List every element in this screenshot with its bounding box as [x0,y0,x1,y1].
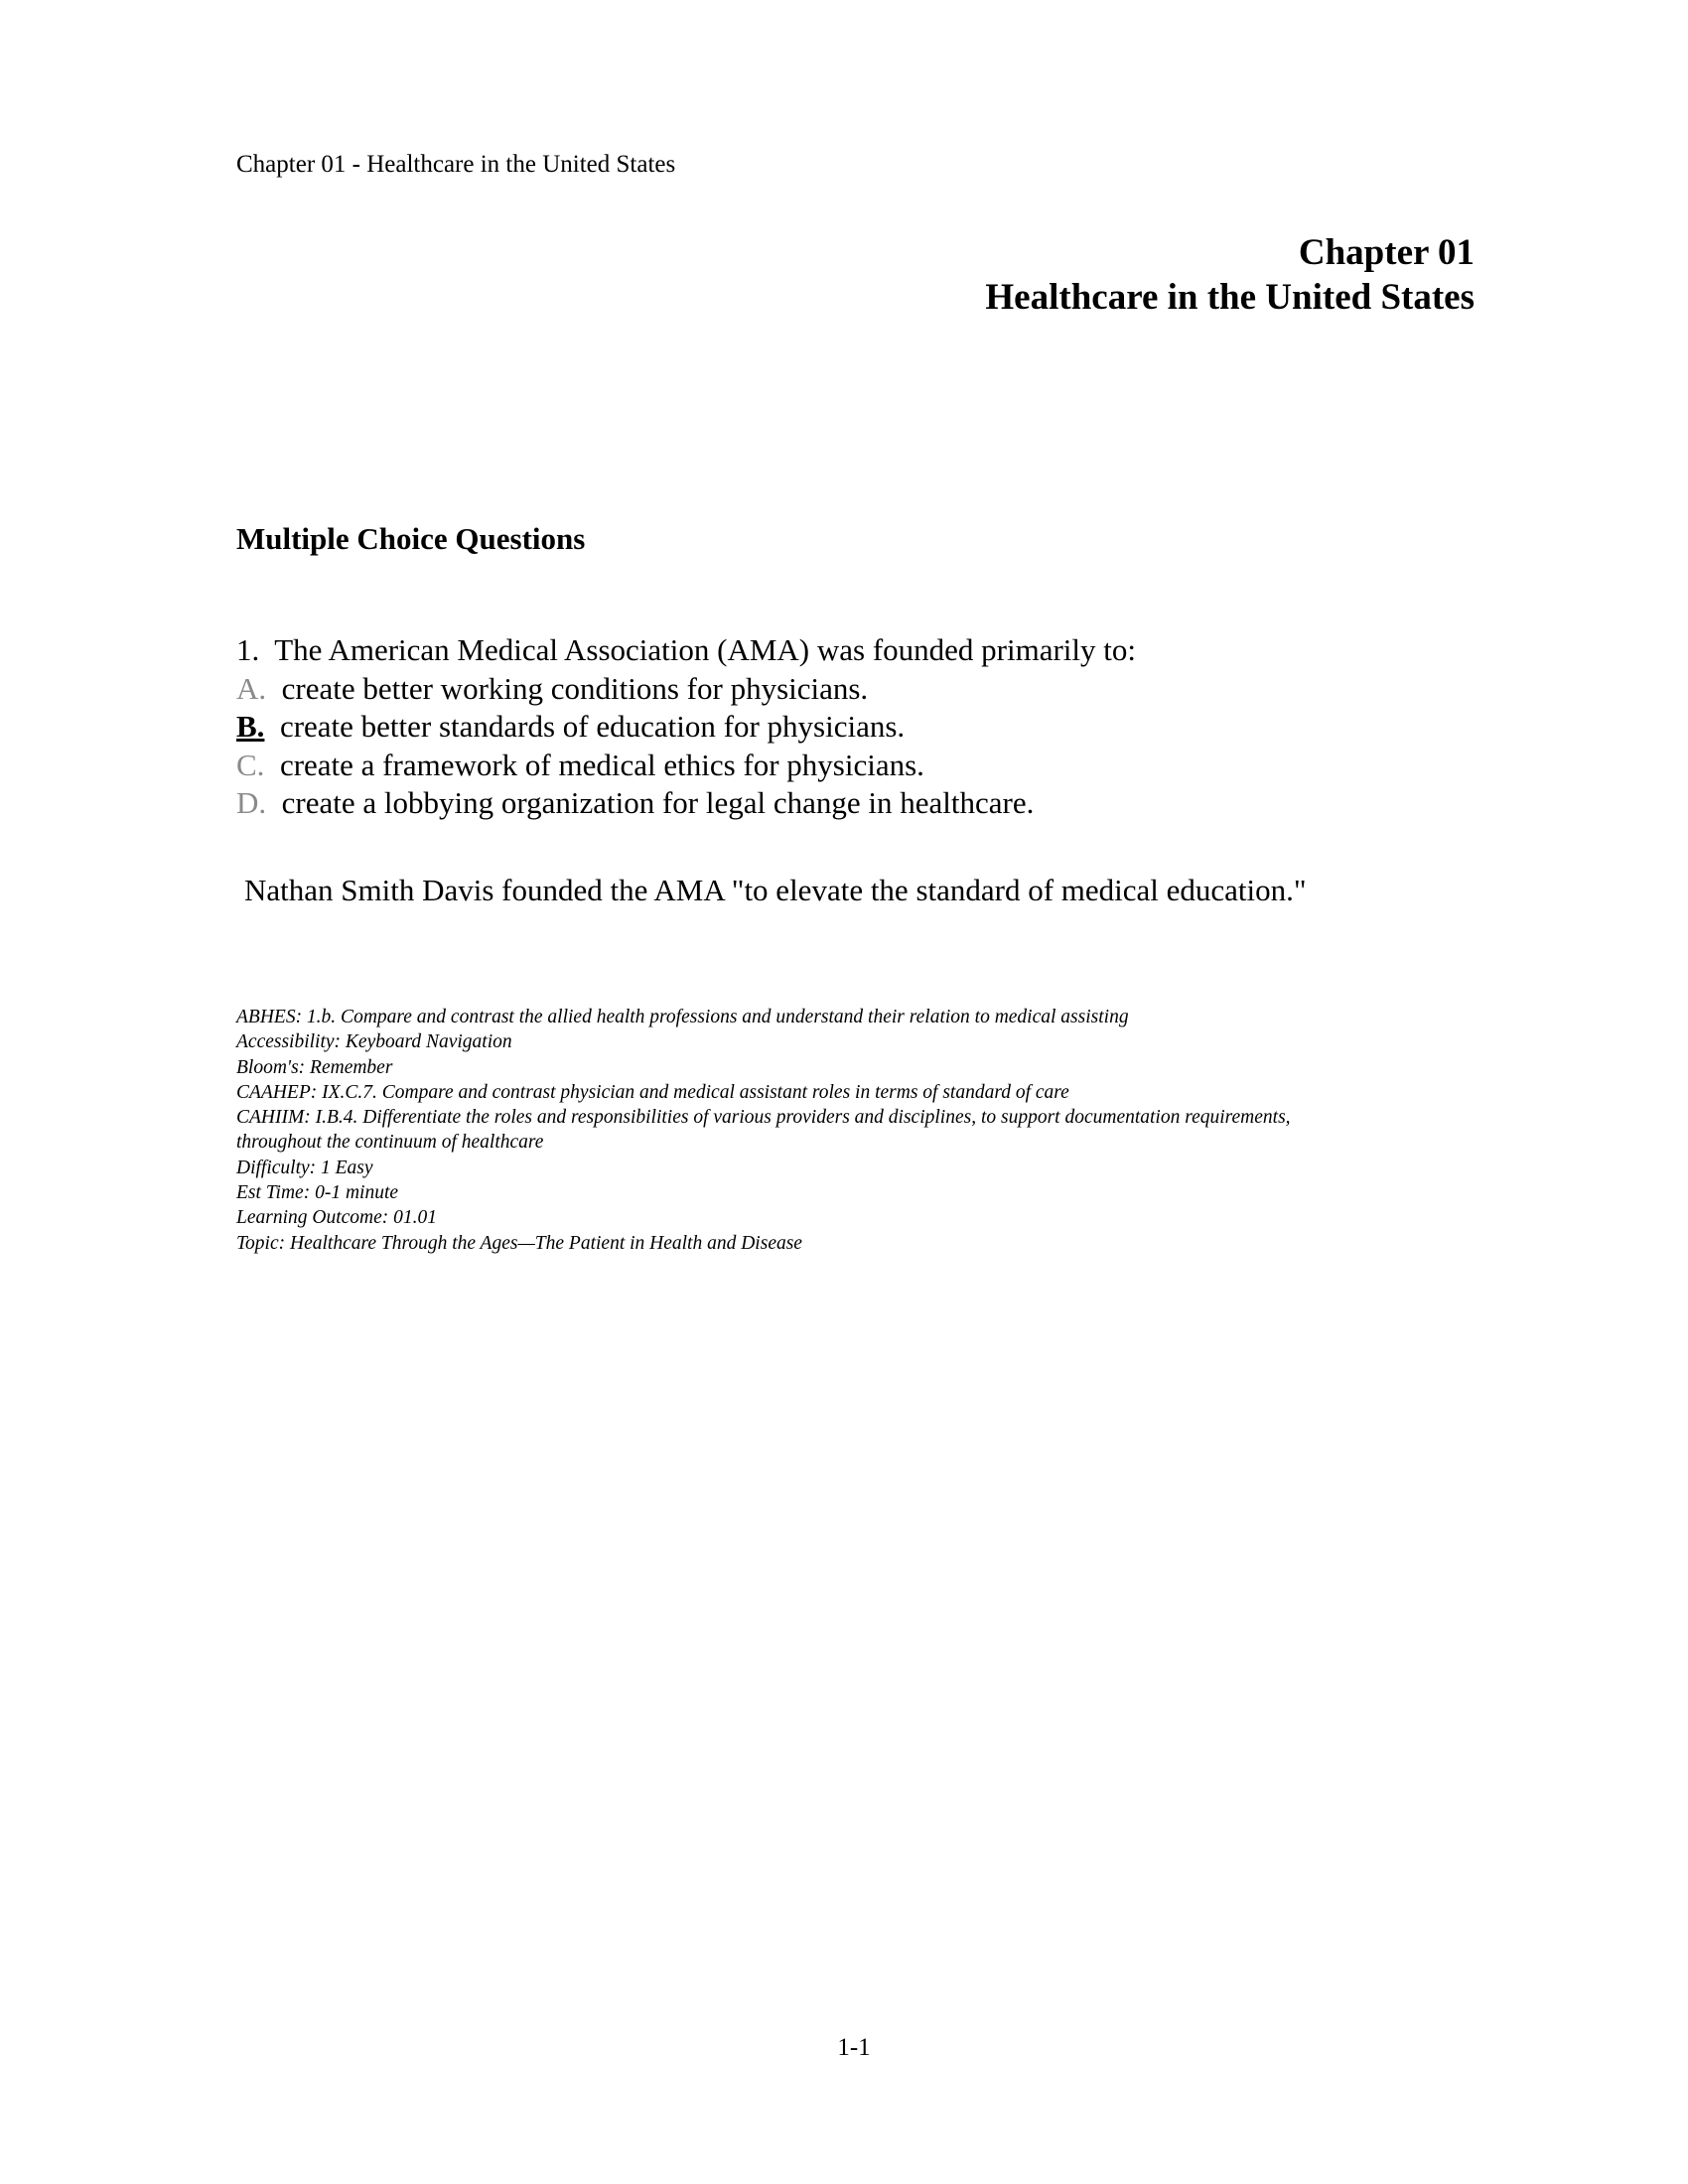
option-letter: D. [236,785,267,820]
meta-difficulty: Difficulty: 1 Easy [236,1157,373,1178]
running-header: Chapter 01 - Healthcare in the United States [236,151,676,178]
question-1 [236,631,1136,823]
question-stem [236,631,1136,670]
option-text: create better working conditions for physicians. [281,670,869,706]
option-letter: A. [236,670,267,706]
option-text: create a lobbying organization for legal change in healthcare. [281,785,1035,820]
option-letter-correct: B. [236,709,265,744]
option-d [236,784,1136,823]
chapter-number: Chapter 01 [1298,232,1475,273]
option-text: create better standards of education for physicians. [279,709,906,744]
meta-accessibility: Accessibility: Keyboard Navigation [236,1031,512,1053]
option-c [236,747,1136,785]
page-number: 1-1 [837,2034,871,2061]
chapter-title [985,230,1475,320]
meta-cahiim-continued: throughout the continuum of healthcare [236,1132,544,1154]
option-text: create a framework of medical ethics for physicians. [279,747,924,782]
question-number: 1. [236,632,260,667]
option-b [236,708,1136,747]
option-letter: C. [236,747,265,782]
meta-cahiim: CAHIIM: I.B.4. Differentiate the roles and responsibilities of various providers and disciplines, to support documentation requirements, [236,1107,1291,1129]
chapter-name: Healthcare in the United States [985,277,1475,318]
meta-topic: Topic: Healthcare Through the Ages—The Patient in Health and Disease [236,1232,802,1254]
meta-blooms: Bloom's: Remember [236,1056,393,1078]
question-text: The American Medical Association (AMA) was founded primarily to: [274,632,1136,667]
answer-explanation: Nathan Smith Davis founded the AMA "to elevate the standard of medical education." [244,873,1307,907]
option-a [236,670,1136,709]
section-heading: Multiple Choice Questions [236,521,586,556]
meta-est-time: Est Time: 0-1 minute [236,1182,399,1204]
question-metadata [236,1005,1477,1256]
meta-caahep: CAAHEP: IX.C.7. Compare and contrast physician and medical assistant roles in terms of standard of care [236,1081,1069,1103]
meta-learning-outcome: Learning Outcome: 01.01 [236,1207,438,1229]
meta-abhes: ABHES: 1.b. Compare and contrast the allied health professions and understand their relation to medical assisting [236,1007,1129,1027]
